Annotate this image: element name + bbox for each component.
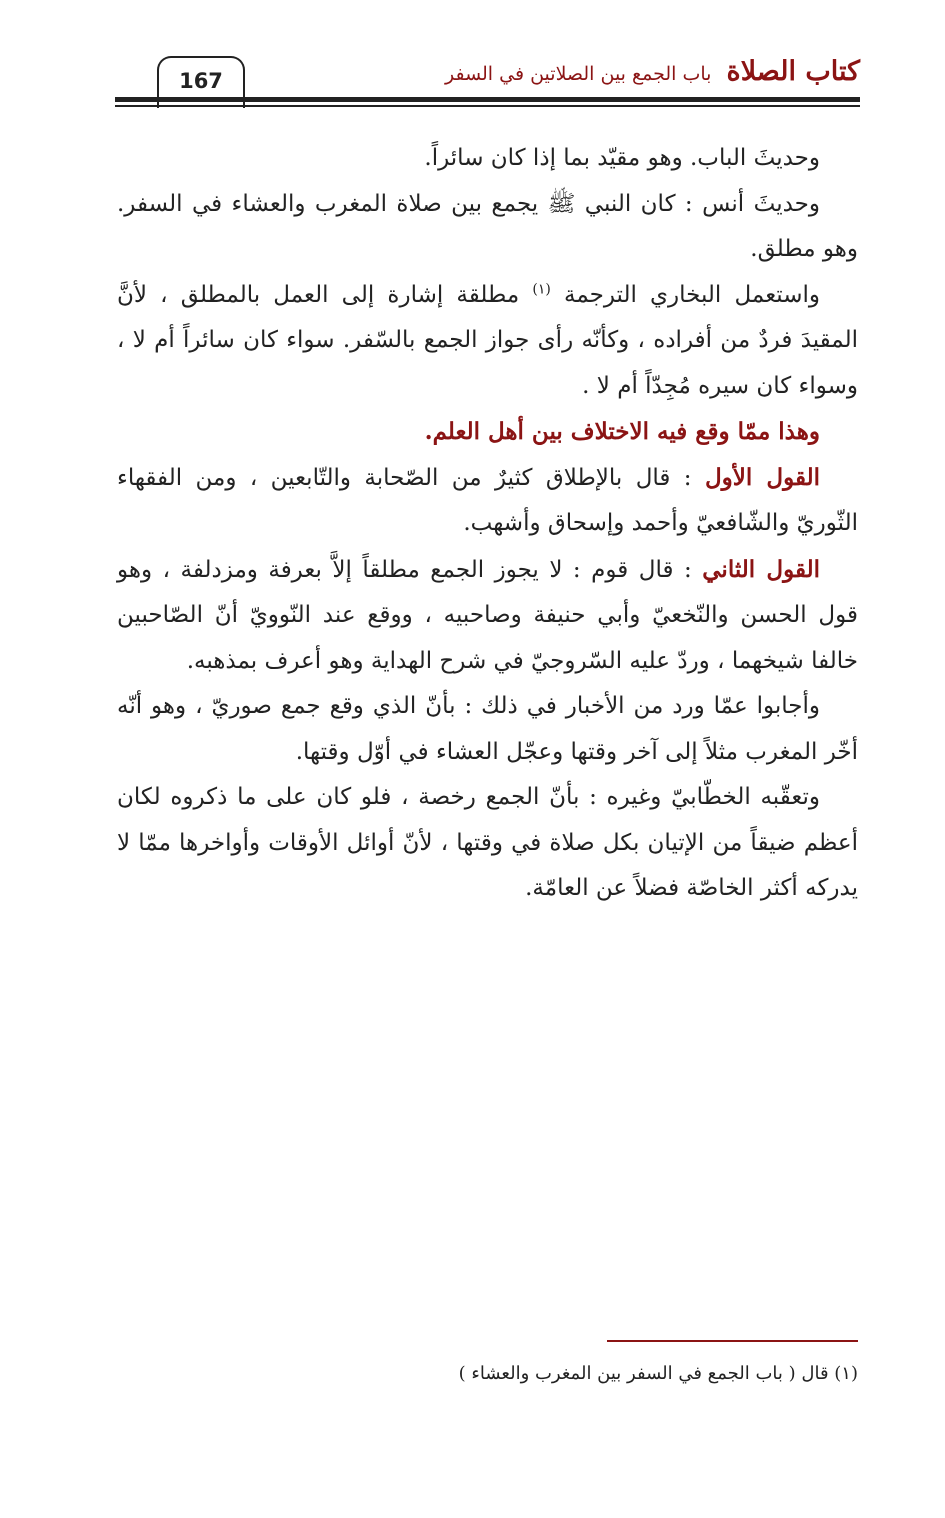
opinion-label: القول الأول [704,463,820,491]
paragraph: وحديثَ الباب. وهو مقيّد بما إذا كان سائراً. [424,145,820,171]
footnote-marker[interactable]: (١) [532,280,551,297]
paragraph [117,273,858,410]
paragraph-text: : قال بالإطلاق كثيرٌ من الصّحابة والتّابعين ، ومن الفقهاء الثّوريّ والشّافعيّ وأحمد وإسحاق وأشهب. [117,464,858,536]
paragraph: وحديثَ أنس : كان النبي ﷺ يجمع بين صلاة المغرب والعشاء في السفر. وهو مطلق. [117,190,858,262]
header-rule-thin [115,105,860,107]
paragraph-text: مطلقة إشارة إلى العمل بالمطلق ، لأنَّ المقيدَ فردٌ من أفراده ، وكأنّه رأى جواز الجمع بالسّفر. سواء كان سائراً أم لا ، وسواء كان سيره مُجِدّاً أم لا . [117,281,858,399]
page-number: 167 [157,56,245,108]
footnote-separator [607,1340,858,1342]
main-text [117,136,858,912]
paragraph: وأجابوا عمّا ورد من الأخبار في ذلك : بأنّ الذي وقع جمع صوريّ ، وهو أنّه أخّر المغرب مثلاً إلى آخر وقتها وعجّل العشاء في أوّل وقتها. [117,693,858,765]
paragraph [117,455,858,547]
chapter-title: باب الجمع بين الصلاتين في السفر [444,63,712,85]
running-title [445,52,860,92]
opinion-label: القول الثاني [702,555,820,583]
paragraph: وتعقّبه الخطّابيّ وغيره : بأنّ الجمع رخصة ، فلو كان على ما ذكروه لكان أعظم ضيقاً من الإتيان بكل صلاة في وقتها ، لأنّ أوائل الأوقات وأواخرها ممّا لا يدركه أكثر الخاصّة فضلاً عن العامّة. [117,784,858,901]
paragraph [117,547,858,685]
paragraph-text: واستعمل البخاري الترجمة [563,281,821,308]
section-heading: وهذا ممّا وقع فيه الاختلاف بين أهل العلم. [424,418,820,445]
header-rule-thick [115,97,860,102]
paragraph-text: : قال قوم : لا يجوز الجمع مطلقاً إلاَّ بعرفة ومزدلفة ، وهو قول الحسن والنّخعيّ وأبي حنيفة وصاحبيه ، ووقع عند النّوويّ أنّ الصّاحبين خالفا شيخهما ، وردّ عليه السّروجيّ في شرح الهداية وهو أعرف بمذهبه. [117,556,858,674]
book-title: كتاب الصلاة [726,56,860,87]
footnote: (١) قال ( باب الجمع في السفر بين المغرب والعشاء ) [458,1363,858,1384]
